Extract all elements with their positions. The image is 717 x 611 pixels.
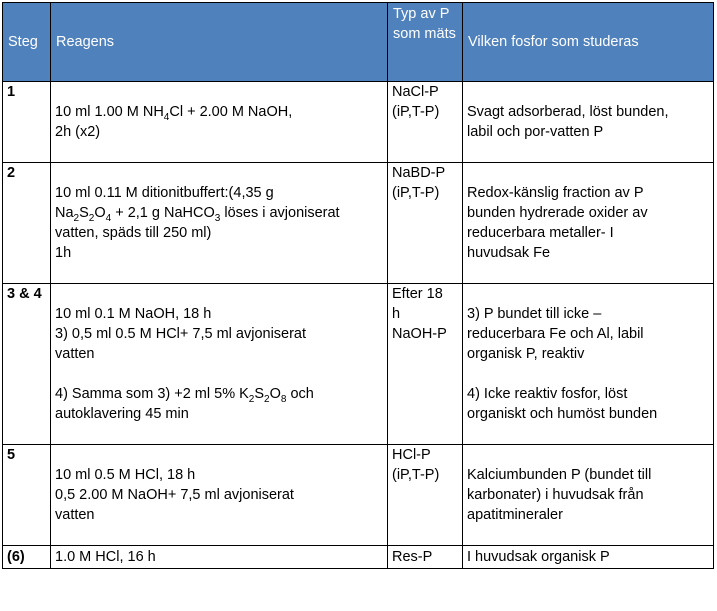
vilken-line: huvudsak Fe xyxy=(467,245,551,261)
vilken-cell: I huvudsak organisk P xyxy=(463,546,714,569)
vilken-cell xyxy=(463,163,714,284)
reagens-line: $Na_2S_2O_4 + 2,1$ g NaHCO$_3$ löses i avjoniserat xyxy=(55,205,340,224)
vilken-line: 4) Icke reaktiv fosfor, löst xyxy=(467,386,628,402)
typ-cell xyxy=(388,82,463,163)
reagens-line: 0,5 2.00 M NaOH+ 7,5 ml avjoniserat xyxy=(55,487,294,503)
typ-line: h xyxy=(392,306,401,322)
typ-line: (iP,T-P) xyxy=(392,104,440,120)
table-row xyxy=(3,163,714,284)
reagens-line: 10 ml 0.1 M NaOH, 18 h xyxy=(55,306,212,322)
vilken-line: reducerbara Fe och Al, labil xyxy=(467,326,644,342)
reagens-cell: 1.0 M HCl, 16 h xyxy=(51,546,388,569)
step-cell: 5 xyxy=(3,445,51,546)
typ-line: (iP,T-P) xyxy=(392,185,440,201)
vilken-line: karbonater) i huvudsak från xyxy=(467,487,644,503)
reagens-line: 3) 0,5 ml 0.5 M HCl+ 7,5 ml avjoniserat xyxy=(55,326,307,342)
vilken-cell xyxy=(463,82,714,163)
vilken-line: reducerbara metaller- I xyxy=(467,225,614,241)
reagens-line: 10 ml 1.00 M $NH_4Cl + 2.00$ M NaOH, xyxy=(55,104,293,123)
table-row xyxy=(3,284,714,445)
vilken-line: apatitmineraler xyxy=(467,507,563,523)
header-row xyxy=(3,3,714,82)
header-typ: Typ av P som mäts xyxy=(388,3,463,82)
reagens-line: vatten, späds till 250 ml) xyxy=(55,225,212,241)
header-reagens: Reagens xyxy=(51,3,388,82)
vilken-cell xyxy=(463,445,714,546)
reagens-line: 10 ml 0.11 M ditionitbuffert:(4,35 g xyxy=(55,185,274,201)
reagens-line: 2h (x2) xyxy=(55,124,101,140)
vilken-cell xyxy=(463,284,714,445)
table-row xyxy=(3,82,714,163)
vilken-line: organiskt och humöst bunden xyxy=(467,406,658,422)
reagens-cell xyxy=(51,163,388,284)
step-cell: 2 xyxy=(3,163,51,284)
vilken-line: Svagt adsorberad, löst bunden, xyxy=(467,104,669,120)
vilken-line: labil och por-vatten P xyxy=(467,124,604,140)
reagens-line: 10 ml 0.5 M HCl, 18 h xyxy=(55,467,196,483)
typ-line: NaOH-P xyxy=(392,326,447,342)
typ-cell xyxy=(388,284,463,445)
reagens-line: autoklavering 45 min xyxy=(55,406,189,422)
vilken-line: Redox-känslig fraction av P xyxy=(467,185,644,201)
reagens-cell xyxy=(51,445,388,546)
header-steg: Steg xyxy=(3,3,51,82)
typ-line: HCl-P xyxy=(392,447,431,463)
typ-line: Efter 18 xyxy=(392,286,443,302)
typ-line: NaBD-P xyxy=(392,165,446,181)
vilken-line: 3) P bundet till icke – xyxy=(467,306,602,322)
typ-cell: Res-P xyxy=(388,546,463,569)
reagens-cell xyxy=(51,82,388,163)
vilken-line: Kalciumbunden P (bundet till xyxy=(467,467,652,483)
vilken-line: organisk P, reaktiv xyxy=(467,346,585,362)
reagens-line: vatten xyxy=(55,346,95,362)
typ-cell xyxy=(388,445,463,546)
step-cell: 3 & 4 xyxy=(3,284,51,445)
reagens-line: 1h xyxy=(55,245,72,261)
reagens-line: vatten xyxy=(55,507,95,523)
step-cell: (6) xyxy=(3,546,51,569)
reagens-cell xyxy=(51,284,388,445)
reagens-line: 4) Samma som 3) +2 ml 5% $K_2S_2O_8$ och xyxy=(55,386,314,405)
fractionation-table xyxy=(2,2,714,569)
table-row xyxy=(3,445,714,546)
header-vilken: Vilken fosfor som studeras xyxy=(463,3,714,82)
vilken-line: bunden hydrerade oxider av xyxy=(467,205,648,221)
typ-line: (iP,T-P) xyxy=(392,467,440,483)
table-row xyxy=(3,546,714,569)
typ-line: NaCl-P xyxy=(392,84,439,100)
typ-cell xyxy=(388,163,463,284)
step-cell: 1 xyxy=(3,82,51,163)
